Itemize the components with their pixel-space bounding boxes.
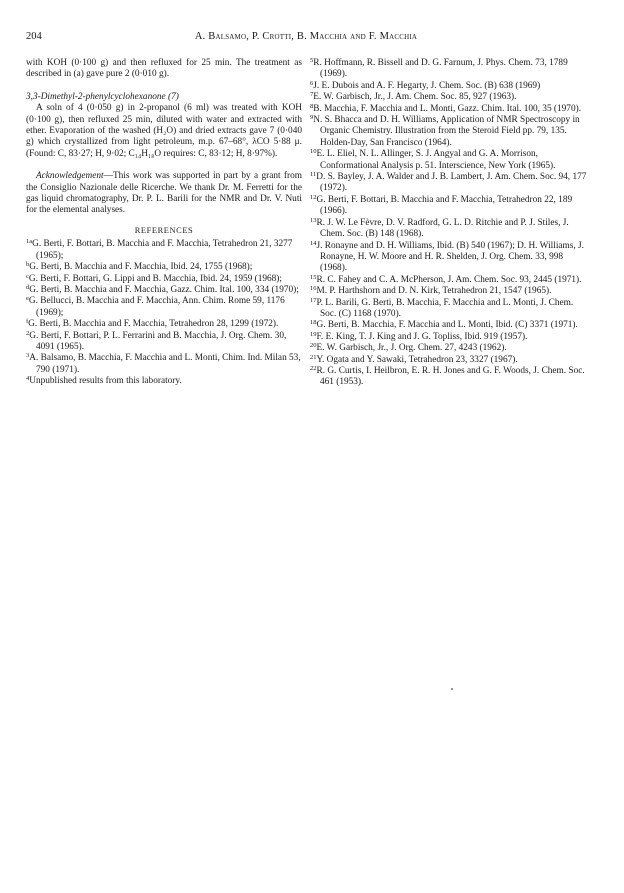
reference-item xyxy=(26,331,302,354)
reference-text: P. L. Barili, G. Berti, B. Macchia, F. Macchia and L. Monti, J. Chem. Soc. (C) 1168 (1970). xyxy=(316,297,574,319)
reference-mark: 21 xyxy=(310,353,317,361)
reference-item xyxy=(310,355,588,366)
reference-mark: 19 xyxy=(310,330,317,338)
reference-item xyxy=(310,298,588,321)
reference-text: G. Berti, B. Macchia, F. Macchia and L. Monti, Ibid. (C) 3371 (1971). xyxy=(316,320,578,331)
reference-mark: 10 xyxy=(310,148,317,156)
reference-mark: f xyxy=(26,318,29,326)
reference-mark: 12 xyxy=(310,193,317,201)
reference-text: R. J. W. Le Fèvre, D. V. Radford, G. L. D. Ritchie and P. J. Stiles, J. Chem. Soc. (B) 148 (1968). xyxy=(316,217,569,240)
reference-text: E. W. Garbisch, Jr., J. Am. Chem. Soc. 85, 927 (1963). xyxy=(313,92,517,103)
reference-list-left xyxy=(26,239,302,387)
reference-mark: 16 xyxy=(310,285,317,293)
reference-item xyxy=(310,172,588,195)
reference-text: F. E. King, T. J. King and J. G. Topliss, Ibid. 919 (1957). xyxy=(316,331,528,342)
reference-item xyxy=(310,92,588,103)
reference-item xyxy=(310,366,588,389)
reference-mark: 13 xyxy=(310,216,317,224)
reference-item xyxy=(26,239,302,262)
reference-mark: d xyxy=(26,283,30,291)
page-number: 204 xyxy=(26,31,42,42)
reference-item xyxy=(26,353,302,376)
reference-item xyxy=(310,286,588,297)
running-head xyxy=(26,30,586,44)
reference-text: G. Berti, B. Macchia and F. Macchia, Gazz. Chim. Ital. 100, 334 (1970); xyxy=(29,284,299,295)
reference-mark: 8 xyxy=(310,102,314,110)
reference-item xyxy=(26,296,302,319)
reference-mark: 17 xyxy=(310,296,317,304)
reference-text: E. L. Eliel, N. L. Allinger, S. J. Angyal and G. A. Morrison, Conformational Analysis p. 51. Interscience, New York (1965). xyxy=(316,149,556,171)
left-column xyxy=(26,58,302,388)
reference-text: Y. Ogata and Y. Sawaki, Tetrahedron 23, 3327 (1967). xyxy=(316,354,518,365)
reference-list-right xyxy=(310,58,588,389)
reference-item xyxy=(310,343,588,354)
reference-item xyxy=(310,115,588,149)
acknowledgement-label: Acknowledgement xyxy=(36,171,104,182)
reference-text: D. S. Bayley, J. A. Walder and J. B. Lambert, J. Am. Chem. Soc. 94, 177 (1972). xyxy=(316,172,587,194)
reference-item xyxy=(310,195,588,218)
reference-item xyxy=(310,81,588,92)
acknowledgement-text: —This work was supported in part by a grant from the Consiglio Nazionale delle Ricerche. We thank Dr. M. Ferretti for the gas liquid chromatography, Dr. P. L. Barili for the NMR and Dr. V. Nuti for the elemental analyses. xyxy=(26,171,302,216)
reference-mark: 6 xyxy=(310,79,314,87)
reference-text: A. Balsamo, B. Macchia, F. Macchia and L. Monti, Chim. Ind. Milan 53, 790 (1971). xyxy=(29,353,301,375)
reference-item xyxy=(310,332,588,343)
reference-text: B. Macchia, F. Macchia and L. Monti, Gazz. Chim. Ital. 100, 35 (1970). xyxy=(313,103,582,114)
reference-text: N. S. Bhacca and D. H. Williams, Application of NMR Spectroscopy in Organic Chemistry. Illustration from the Steroid Field pp. 79, 135. Holden-Day, San Francisco (1964). xyxy=(313,115,580,148)
reference-mark: 22 xyxy=(310,364,317,372)
reference-text: R. G. Curtis, I. Heilbron, E. R. H. Jones and G. F. Woods, J. Chem. Soc. 461 (1953). xyxy=(316,365,585,388)
reference-item xyxy=(310,241,588,275)
reference-text: G. Berti, F. Bottari, G. Lippi and B. Macchia, Ibid. 24, 1959 (1968); xyxy=(28,273,282,284)
reference-mark: b xyxy=(26,261,30,269)
reference-text: G. Berti, F. Bottari, B. Macchia and F. Macchia, Tetrahedron 21, 3277 (1965); xyxy=(32,239,293,261)
reference-item xyxy=(26,319,302,330)
reference-item xyxy=(310,104,588,115)
reference-mark: 2 xyxy=(26,329,30,337)
reference-item xyxy=(310,320,588,331)
reference-text: E. W. Garbisch, Jr., J. Org. Chem. 27, 4243 (1962). xyxy=(316,343,507,354)
reference-item xyxy=(26,285,302,296)
reference-text: J. E. Dubois and A. F. Hegarty, J. Chem. Soc. (B) 638 (1969) xyxy=(313,80,541,91)
reference-item xyxy=(26,376,302,387)
reference-text: R. Hoffmann, R. Bissell and D. G. Farnum, J. Phys. Chem. 73, 1789 (1969). xyxy=(313,58,568,80)
compound-heading: 3,3-Dimethyl-2-phenylcyclohexanone (7) xyxy=(26,91,179,102)
reference-mark: 1a xyxy=(26,238,33,246)
reference-mark: 9 xyxy=(310,114,314,122)
reference-text: M. P. Harthshorn and D. N. Kirk, Tetrahedron 21, 1547 (1965). xyxy=(316,286,552,297)
reference-mark: 20 xyxy=(310,342,317,350)
acknowledgement xyxy=(26,171,302,217)
references-heading: REFERENCES xyxy=(134,225,194,235)
reference-text: R. C. Fahey and C. A. McPherson, J. Am. Chem. Soc. 93, 2445 (1971). xyxy=(316,274,582,285)
reference-item xyxy=(310,218,588,241)
reference-item xyxy=(310,275,588,286)
running-head-authors: A. Balsamo, P. Crotti, B. Macchia and F. Macchia xyxy=(194,31,418,42)
reference-mark: 7 xyxy=(310,91,314,99)
reference-mark: 18 xyxy=(310,319,317,327)
reference-text: G. Bellucci, B. Macchia and F. Macchia, Ann. Chim. Rome 59, 1176 (1969); xyxy=(28,296,285,318)
reference-mark: 5 xyxy=(310,57,314,64)
reference-text: G. Berti, B. Macchia and F. Macchia, Ibid. 24, 1755 (1968); xyxy=(29,262,253,273)
experimental-paragraph-continued: with KOH (0·100 g) and then refluxed for 25 min. The treatment as described in (a) gave pure 2 (0·010 g). xyxy=(26,58,302,80)
reference-text: G. Berti, B. Macchia and F. Macchia, Tetrahedron 28, 1299 (1972). xyxy=(28,319,279,330)
reference-mark: 11 xyxy=(310,171,317,179)
reference-item xyxy=(310,149,588,172)
scan-speck xyxy=(451,688,453,690)
reference-mark: c xyxy=(26,272,29,280)
reference-mark: e xyxy=(26,295,29,303)
reference-mark: 3 xyxy=(26,352,30,360)
right-column xyxy=(310,58,588,389)
experimental-paragraph: A soln of 4 (0·050 g) in 2-propanol (6 ml) was treated with KOH (0·100 g), then refluxed 25 min, diluted with water and extracted with ether. Evaporation of the washed (H₂O) and dried extracts gave 7 (0·040 g) which crystallized from light petroleum, m.p. 67–68°, λCO 5·88 μ. (Found: C, 83·27; H, 9·02; C₁₄H₁₈O requires: C, 83·12; H, 8·97%). xyxy=(26,103,302,159)
reference-mark: 14 xyxy=(310,239,317,247)
reference-item xyxy=(26,274,302,285)
reference-item xyxy=(26,262,302,273)
reference-mark: 4 xyxy=(26,375,30,383)
reference-mark: 15 xyxy=(310,273,317,281)
reference-text: G. Berti, F. Bottari, P. L. Ferrarini and B. Macchia, J. Org. Chem. 30, 4091 (1965). xyxy=(29,330,287,352)
reference-item xyxy=(310,58,588,81)
reference-text: J. Ronayne and D. H. Williams, Ibid. (B) 540 (1967); D. H. Williams, J. Ronayne, H. W. Moore and H. R. Shelden, J. Org. Chem. 33, 998 (1968). xyxy=(316,240,584,274)
reference-text: Unpublished results from this laboratory. xyxy=(29,376,182,387)
reference-text: G. Berti, F. Bottari, B. Macchia and F. Macchia, Tetrahedron 22, 189 (1966). xyxy=(316,194,573,217)
